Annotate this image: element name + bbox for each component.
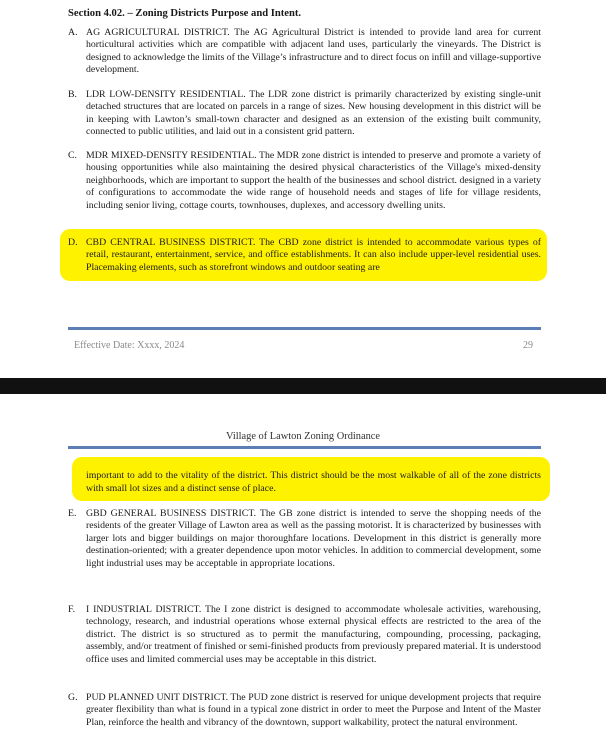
list-item-ldr bbox=[68, 89, 541, 139]
item-text: I INDUSTRIAL DISTRICT. The I zone district is designed to accommodate wholesale activities, warehousing, technology, research, and industrial operations whose external physical effects are restricted to the area of the district. The district is so structured as to permit the manufacturing, compounding, processing, packaging, assembly, and/or treatment of finished or semi-finished products from previously prepared material. It is understood office uses and limited commercial uses may be acceptable in this district. bbox=[86, 604, 541, 665]
continuation-text: important to add to the vitality of the district. This district should be the most walkable of all of the zone districts with small lot sizes and a distinct sense of place. bbox=[86, 470, 541, 494]
list-item-pud bbox=[68, 692, 541, 729]
item-text: CBD CENTRAL BUSINESS DISTRICT. The CBD zone district is intended to accommodate various types of retail, restaurant, entertainment, service, and office establishments. It can also include upper-level residential uses. Placemaking elements, such as storefront windows and outdoor seating are bbox=[86, 237, 541, 273]
item-text: AG AGRICULTURAL DISTRICT. The AG Agricultural District is intended to provide land area for current horticultural activities which are compatible with adjacent land uses, particularly the vineyards. The District is designed to acknowledge the limits of the Village’s infrastructure and to direct focus on infill and village-supportive development. bbox=[86, 27, 541, 76]
item-letter: B. bbox=[68, 89, 77, 100]
list-item-industrial bbox=[68, 604, 541, 666]
item-letter: D. bbox=[68, 237, 78, 248]
running-header: Village of Lawton Zoning Ordinance bbox=[225, 431, 381, 442]
item-text: LDR LOW-DENSITY RESIDENTIAL. The LDR zone district is primarily characterized by existing single-unit detached structures that are located on parcels in a range of sizes. New housing development in this district will be in keeping with Lawton’s small-town character and designed as an extension of the existing built community, connected to public utilities, and laid out in a consistent grid pattern. bbox=[86, 89, 541, 138]
header-rule bbox=[68, 446, 541, 449]
page-separator bbox=[0, 378, 606, 394]
item-letter: E. bbox=[68, 508, 77, 519]
item-letter: G. bbox=[68, 692, 78, 703]
item-text: MDR MIXED-DENSITY RESIDENTIAL. The MDR zone district is intended to preserve and promote a variety of housing opportunities while also maintaining the desired physical characteristics of the Village's mixed-density neighborhoods, which are important to support the health of the businesses and school district. designed in a variety of configurations to accommodate the wide range of household needs and stages of life for village residents, including senior living, cottage courts, townhouses, duplexes, and accessory dwelling units. bbox=[86, 150, 541, 211]
list-item-gbd bbox=[68, 508, 541, 570]
page-number: 29 bbox=[523, 340, 533, 351]
document-page-2 bbox=[0, 394, 606, 753]
item-letter: C. bbox=[68, 150, 77, 161]
list-item-mdr bbox=[68, 150, 541, 212]
item-text: GBD GENERAL BUSINESS DISTRICT. The GB zone district is intended to serve the shopping needs of the residents of the greater Village of Lawton area as well as the passing motorist. It is characterized by businesses with larger lots and bigger buildings on major thoroughfare locations. Development in this district is generally more destination-oriented; with a greater dependence upon motor vehicles. In addition to commercial development, some light industrial uses may be acceptable in appropriate locations. bbox=[86, 508, 541, 569]
list-item-cbd bbox=[68, 237, 541, 274]
footer-effective-date: Effective Date: Xxxx, 2024 bbox=[74, 340, 185, 351]
item-text: PUD PLANNED UNIT DISTRICT. The PUD zone district is reserved for unique development projects that require greater flexibility than what is found in a typical zone district in order to meet the Purpose and Intent of the Master Plan, reinforce the health and vibrancy of the downtown, support walkability, protect the natural environment. bbox=[86, 692, 541, 728]
item-letter: A. bbox=[68, 27, 78, 38]
item-letter: F. bbox=[68, 604, 76, 615]
footer-rule bbox=[68, 327, 541, 330]
list-item-ag bbox=[68, 27, 541, 77]
section-heading: Section 4.02. – Zoning Districts Purpose and Intent. bbox=[68, 8, 302, 19]
